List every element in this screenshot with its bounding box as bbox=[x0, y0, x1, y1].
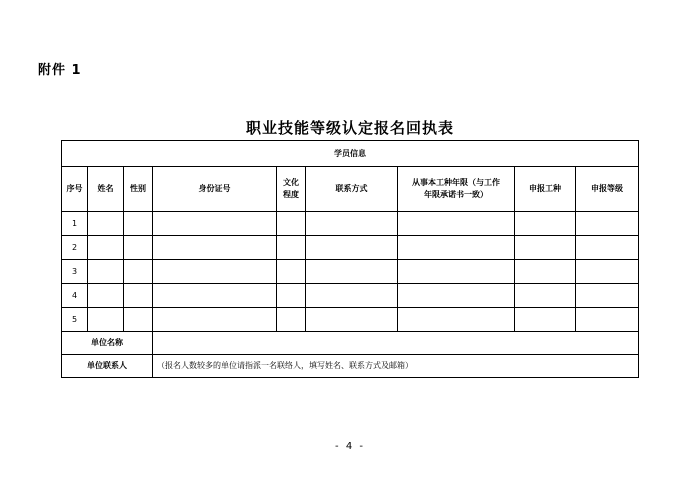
work-years-line1: 从事本工种年限（与工作 bbox=[412, 178, 500, 187]
col-header-apply-trade: 申报工种 bbox=[515, 167, 576, 212]
name-cell[interactable] bbox=[88, 284, 124, 308]
col-header-id-number: 身份证号 bbox=[153, 167, 277, 212]
name-cell[interactable] bbox=[88, 236, 124, 260]
apply-level-cell[interactable] bbox=[576, 212, 639, 236]
table-row bbox=[62, 260, 639, 284]
apply-trade-cell[interactable] bbox=[515, 260, 576, 284]
col-header-education bbox=[277, 167, 306, 212]
unit-contact-note[interactable]: （报名人数较多的单位请指派一名联络人，填写姓名、联系方式及邮箱） bbox=[153, 355, 639, 378]
unit-contact-label: 单位联系人 bbox=[62, 355, 153, 378]
education-cell[interactable] bbox=[277, 212, 306, 236]
col-header-index: 序号 bbox=[62, 167, 88, 212]
id-number-cell[interactable] bbox=[153, 260, 277, 284]
id-number-cell[interactable] bbox=[153, 284, 277, 308]
row-number: 2 bbox=[62, 236, 88, 260]
apply-trade-cell[interactable] bbox=[515, 212, 576, 236]
apply-trade-cell[interactable] bbox=[515, 308, 576, 332]
contact-cell[interactable] bbox=[306, 284, 398, 308]
id-number-cell[interactable] bbox=[153, 212, 277, 236]
education-cell[interactable] bbox=[277, 236, 306, 260]
gender-cell[interactable] bbox=[124, 284, 153, 308]
unit-name-label: 单位名称 bbox=[62, 332, 153, 355]
apply-level-cell[interactable] bbox=[576, 236, 639, 260]
gender-cell[interactable] bbox=[124, 308, 153, 332]
contact-cell[interactable] bbox=[306, 212, 398, 236]
id-number-cell[interactable] bbox=[153, 236, 277, 260]
page-number: - 4 - bbox=[335, 441, 365, 452]
section-header-student-info: 学员信息 bbox=[62, 141, 639, 167]
education-cell[interactable] bbox=[277, 308, 306, 332]
table-row bbox=[62, 212, 639, 236]
id-number-cell[interactable] bbox=[153, 308, 277, 332]
education-line1: 文化 bbox=[283, 178, 299, 187]
col-header-gender: 性别 bbox=[124, 167, 153, 212]
row-number: 3 bbox=[62, 260, 88, 284]
name-cell[interactable] bbox=[88, 308, 124, 332]
apply-trade-cell[interactable] bbox=[515, 236, 576, 260]
row-number: 5 bbox=[62, 308, 88, 332]
col-header-apply-level: 申报等级 bbox=[576, 167, 639, 212]
row-number: 4 bbox=[62, 284, 88, 308]
name-cell[interactable] bbox=[88, 260, 124, 284]
col-header-name: 姓名 bbox=[88, 167, 124, 212]
form-title: 职业技能等级认定报名回执表 bbox=[245, 119, 454, 137]
apply-level-cell[interactable] bbox=[576, 284, 639, 308]
contact-cell[interactable] bbox=[306, 308, 398, 332]
name-cell[interactable] bbox=[88, 212, 124, 236]
col-header-work-years bbox=[398, 167, 515, 212]
work-years-cell[interactable] bbox=[398, 212, 515, 236]
work-years-cell[interactable] bbox=[398, 260, 515, 284]
gender-cell[interactable] bbox=[124, 260, 153, 284]
gender-cell[interactable] bbox=[124, 236, 153, 260]
attachment-label: 附件 1 bbox=[38, 63, 82, 78]
apply-level-cell[interactable] bbox=[576, 308, 639, 332]
work-years-cell[interactable] bbox=[398, 236, 515, 260]
education-cell[interactable] bbox=[277, 284, 306, 308]
apply-trade-cell[interactable] bbox=[515, 284, 576, 308]
table-row bbox=[62, 236, 639, 260]
registration-table bbox=[61, 140, 639, 378]
work-years-cell[interactable] bbox=[398, 308, 515, 332]
gender-cell[interactable] bbox=[124, 212, 153, 236]
table-row bbox=[62, 308, 639, 332]
table-row bbox=[62, 284, 639, 308]
apply-level-cell[interactable] bbox=[576, 260, 639, 284]
col-header-contact: 联系方式 bbox=[306, 167, 398, 212]
education-cell[interactable] bbox=[277, 260, 306, 284]
work-years-cell[interactable] bbox=[398, 284, 515, 308]
contact-cell[interactable] bbox=[306, 236, 398, 260]
unit-name-field[interactable] bbox=[153, 332, 639, 355]
row-number: 1 bbox=[62, 212, 88, 236]
contact-cell[interactable] bbox=[306, 260, 398, 284]
education-line2: 程度 bbox=[283, 190, 299, 199]
work-years-line2: 年限承诺书一致） bbox=[424, 190, 488, 199]
